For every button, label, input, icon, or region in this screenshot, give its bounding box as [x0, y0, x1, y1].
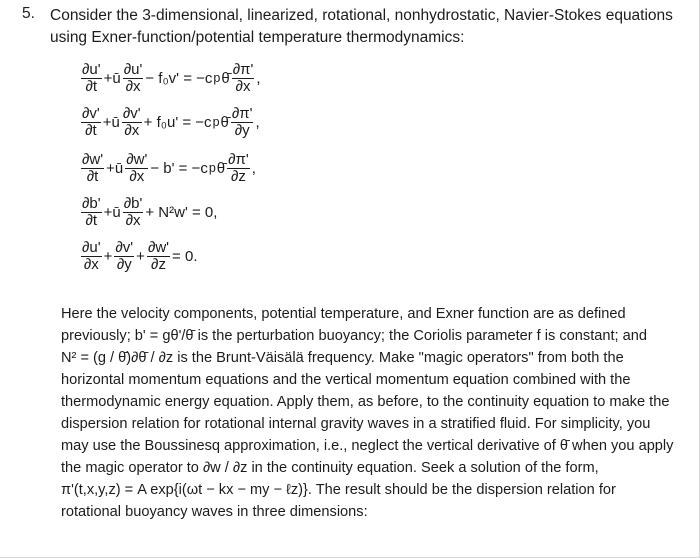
frac-den: ∂x: [83, 255, 99, 273]
frac-num: ∂π': [231, 104, 253, 122]
paragraph-line-10: rotational buoyancy waves in three dimensions:: [61, 504, 368, 520]
frac-den: ∂y: [116, 255, 132, 273]
paragraph-line-9: π'(t,x,y,z) = A exp{i(ωt − kx − my − ℓz)}. The result should be the dispersion relation for: [61, 482, 616, 498]
frac-dudx: [81, 240, 102, 273]
frac-den: ∂z: [230, 167, 246, 185]
frac-num: ∂u': [82, 60, 101, 78]
frac-num: ∂v': [122, 104, 141, 122]
frac-num: ∂u': [82, 238, 101, 256]
term-ubar: +ū: [102, 113, 120, 131]
paragraph-line-5: thermodynamic energy equation. Apply them, as before, to the continuity equation to make the: [61, 394, 670, 410]
frac-num: ∂π': [232, 60, 254, 78]
term-end: ,: [256, 69, 261, 87]
frac-num: ∂w': [82, 150, 104, 168]
term-buoyancy: − b' = −c: [150, 159, 208, 177]
frac-num: ∂w': [126, 150, 148, 168]
term-coriolis: − f₀v' = −c: [145, 69, 213, 87]
term-end: ,: [251, 159, 256, 177]
frac-den: ∂t: [86, 167, 99, 185]
frac-num: ∂v': [115, 238, 134, 256]
term-coriolis: + f₀u' = −c: [143, 113, 212, 131]
frac-dvdt: [81, 106, 101, 139]
frac-num: ∂w': [147, 238, 170, 256]
term-ubar: +ū: [103, 69, 121, 87]
term-ubar: +ū: [103, 203, 121, 221]
frac-dbdt: [81, 196, 102, 229]
problem-paragraph: [61, 303, 697, 523]
term-n2w: + N²w' = 0,: [145, 203, 218, 221]
frac-den: ∂t: [85, 121, 97, 139]
frac-den: ∂x: [129, 167, 145, 185]
frac-dvdy: [114, 240, 134, 273]
term-plus: +: [103, 247, 113, 265]
paragraph-line-2: previously; b' = gθ'/θ̄ is the perturbation buoyancy; the Coriolis parameter f is constant; and: [61, 328, 647, 344]
equation-w-momentum: [80, 148, 257, 188]
paragraph-line-8: the magic operator to ∂w / ∂z in the continuity equation. Seek a solution of the form,: [61, 460, 599, 476]
paragraph-line-3: N² = (g / θ̄)∂θ̄ / ∂z is the Brunt-Väisälä frequency. Make "magic operators" from both the: [61, 350, 624, 366]
frac-dpidy: [231, 106, 254, 139]
frac-dwdt: [81, 152, 104, 185]
frac-dpidx: [232, 62, 255, 95]
theta-bar: θ̄: [221, 69, 230, 87]
frac-den: ∂x: [125, 211, 141, 229]
frac-den: ∂t: [85, 77, 98, 95]
problem-number: 5.: [22, 5, 35, 22]
theta-bar: θ̄: [220, 113, 229, 131]
subscript-p: p: [208, 161, 216, 175]
paragraph-line-1: Here the velocity components, potential temperature, and Exner function are as defined: [61, 306, 626, 322]
term-end: = 0.: [172, 247, 198, 265]
equation-continuity: [80, 236, 198, 276]
subscript-p: p: [213, 71, 221, 85]
frac-dwdx: [125, 152, 148, 185]
frac-dwdz: [147, 240, 170, 273]
frac-den: ∂x: [124, 121, 140, 139]
theta-bar: θ̄: [216, 159, 226, 177]
paragraph-line-7: may use the Boussinesq approximation, i.e., neglect the vertical derivative of θ̄ when you apply: [61, 438, 674, 454]
frac-den: ∂x: [235, 77, 251, 95]
term-plus: +: [136, 247, 145, 265]
frac-num: ∂v': [82, 104, 100, 122]
frac-dpidz: [227, 152, 250, 185]
frac-den: ∂y: [234, 121, 250, 139]
frac-dbdx: [123, 196, 144, 229]
frac-num: ∂π': [228, 150, 249, 168]
frac-dudx: [123, 62, 144, 95]
subscript-p: p: [212, 115, 220, 129]
frac-den: ∂t: [85, 211, 98, 229]
equation-u-momentum: [80, 58, 262, 98]
paragraph-line-4: horizontal momentum equations and the vertical momentum equation combined with the: [61, 372, 631, 388]
frac-num: ∂b': [123, 194, 143, 212]
frac-num: ∂b': [82, 194, 101, 212]
equation-v-momentum: [80, 102, 261, 142]
frac-den: ∂z: [151, 255, 166, 273]
paragraph-line-6: dispersion relation for rotational internal gravity waves in a stratified fluid. For simplicity, you: [61, 416, 651, 432]
term-end: ,: [255, 113, 260, 131]
frac-num: ∂u': [123, 60, 143, 78]
frac-dudt: [81, 62, 102, 95]
frac-den: ∂x: [125, 77, 141, 95]
frac-dvdx: [122, 106, 142, 139]
equation-block: [80, 58, 420, 283]
problem-intro-line-2: using Exner-function/potential temperature thermodynamics:: [50, 29, 465, 46]
term-ubar: +ū: [106, 159, 124, 177]
problem-intro-line-1: Consider the 3-dimensional, linearized, rotational, nonhydrostatic, Navier-Stokes equations: [50, 7, 673, 24]
equation-buoyancy: [80, 192, 218, 232]
